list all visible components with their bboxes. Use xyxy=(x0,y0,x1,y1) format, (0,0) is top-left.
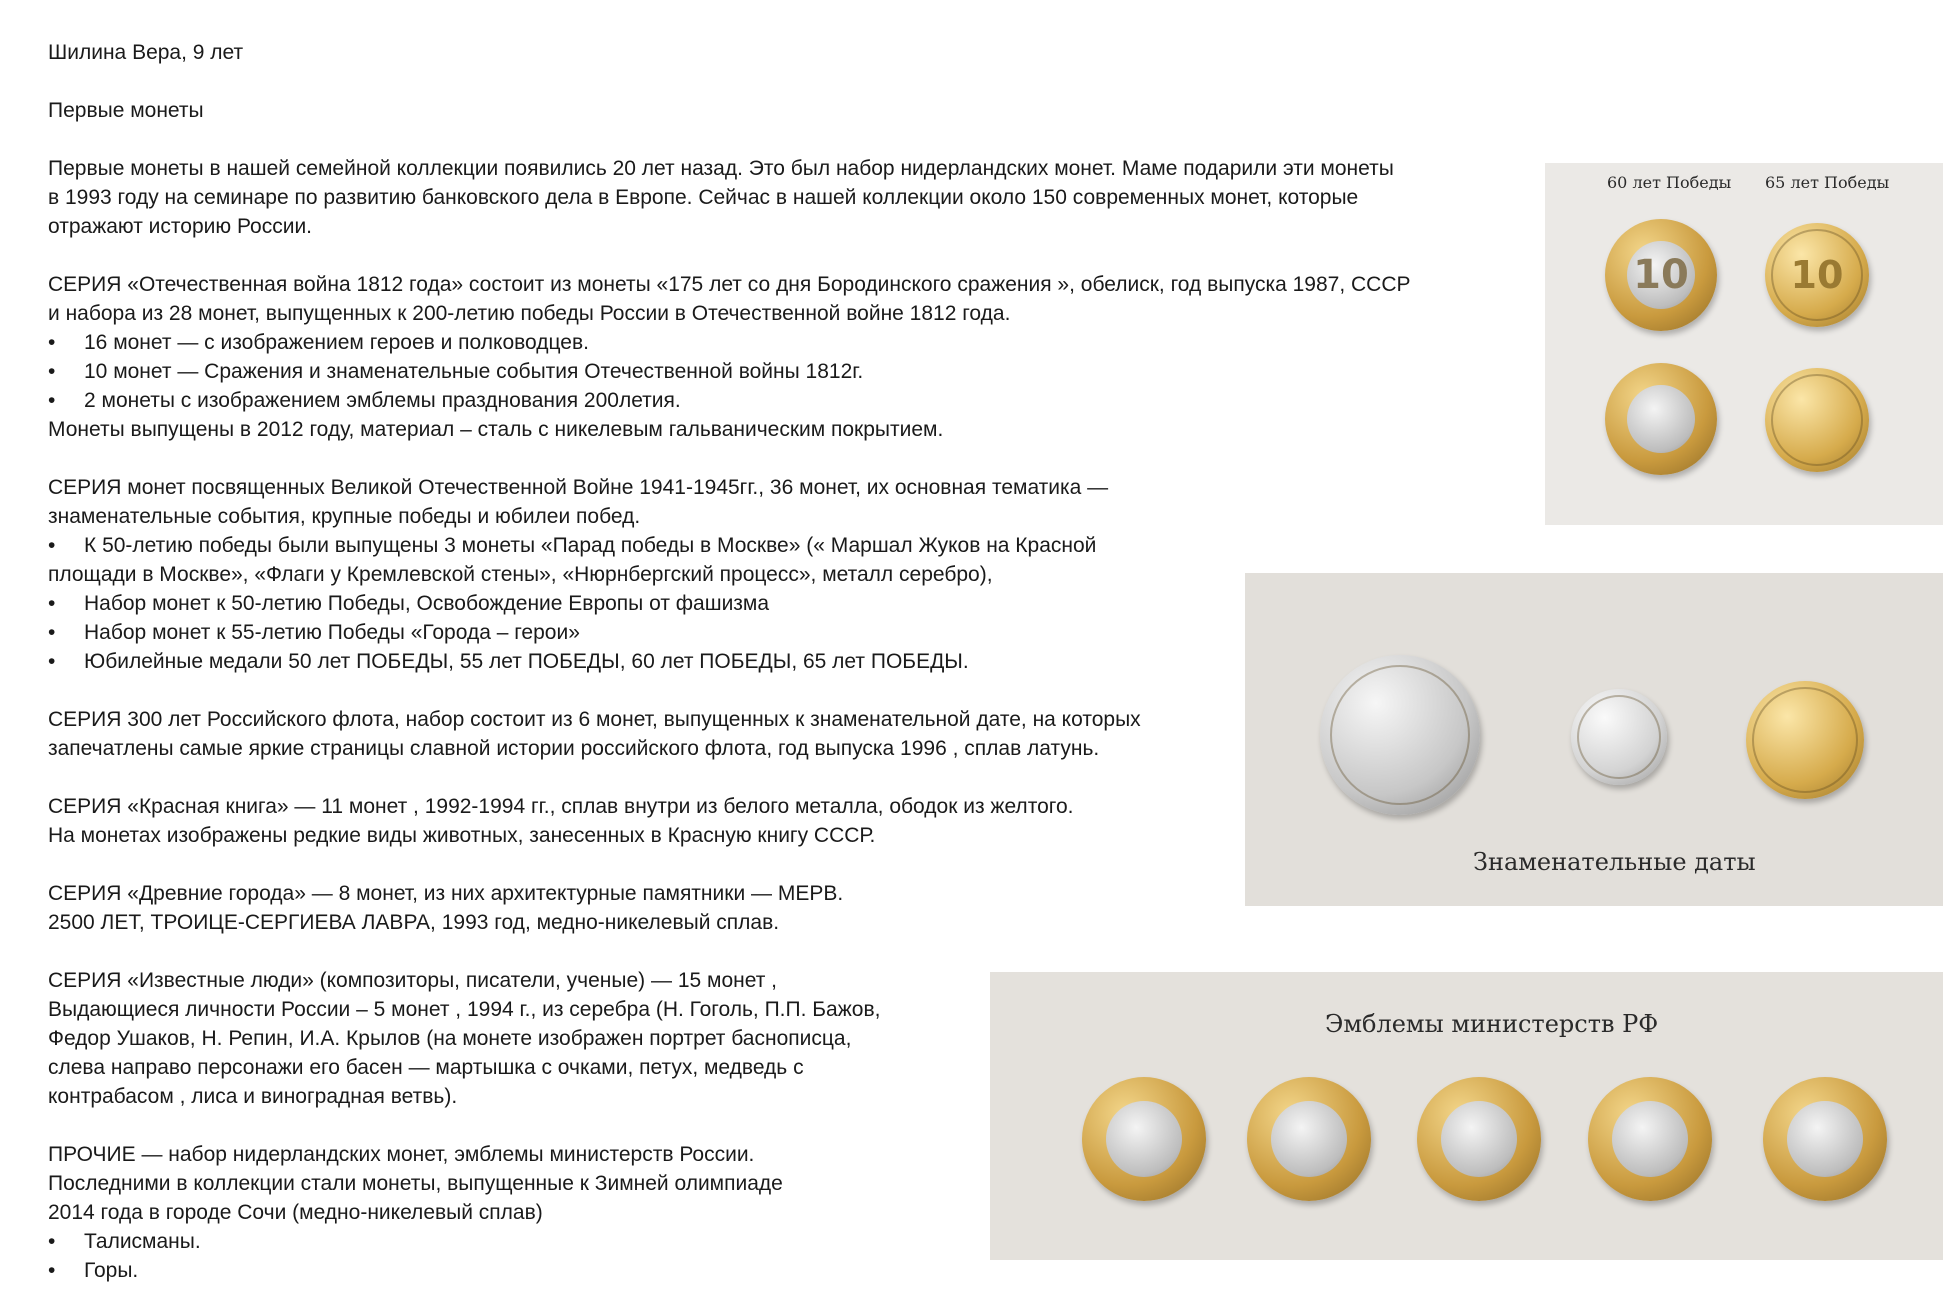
series-people-line: Выдающиеся личности России – 5 монет , 1994 г., из серебра (Н. Гоголь, П.П. Бажов, xyxy=(48,998,881,1021)
other-line: 2014 года в городе Сочи (медно-никелевый сплав) xyxy=(48,1201,543,1224)
series-ancient-line: 2500 ЛЕТ, ТРОИЦЕ-СЕРГИЕВА ЛАВРА, 1993 год, медно-никелевый сплав. xyxy=(48,911,780,934)
coin-1917-70-years xyxy=(1320,655,1480,815)
list-item-continuation: площади в Москве», «Флаги у Кремлевской стены», «Нюрнбергский процесс», металл серебро), xyxy=(48,563,993,586)
series-1812-footer: Монеты выпущены в 2012 году, материал – сталь с никелевым гальваническим покрытием. xyxy=(48,418,944,441)
series-1812-line: и набора из 28 монет, выпущенных к 200-летию победы России в Отечественной войне 1812 года. xyxy=(48,302,1011,325)
series-ww2-line: знаменательные события, крупные победы и юбилеи побед. xyxy=(48,505,641,528)
caption-memorable-dates: Знаменательные даты xyxy=(1473,848,1756,876)
series-1812-list xyxy=(48,328,1488,415)
series-ancient-line: СЕРИЯ «Древние города» — 8 монет, из них архитектурные памятники — МЕРВ. xyxy=(48,882,844,905)
series-1812-line: СЕРИЯ «Отечественная война 1812 года» состоит из монеты «175 лет со дня Бородинского сражения », обелиск, год выпуска 1987, СССР xyxy=(48,273,1411,296)
article-title: Первые монеты xyxy=(48,99,204,122)
series-fleet-line: СЕРИЯ 300 лет Российского флота, набор состоит из 6 монет, выпущенных к знаменательной дате, на которых xyxy=(48,708,1141,731)
coin-ministry-2 xyxy=(1247,1077,1371,1201)
series-ww2-list xyxy=(48,531,1488,560)
series-ww2-line: СЕРИЯ монет посвященных Великой Отечественной Войне 1941-1945гг., 36 монет, их основная тематика — xyxy=(48,476,1109,499)
list-item: • Юбилейные медали 50 лет ПОБЕДЫ, 55 лет ПОБЕДЫ, 60 лет ПОБЕДЫ, 65 лет ПОБЕДЫ. xyxy=(48,647,1488,676)
intro-line: отражают историю России. xyxy=(48,215,313,238)
coin-ministry-3 xyxy=(1417,1077,1541,1201)
ministries-emblems-photo xyxy=(990,972,1943,1260)
coin-10-rubles-2010: 10 xyxy=(1765,223,1869,327)
other-line: Последними в коллекции стали монеты, выпущенные к Зимней олимпиаде xyxy=(48,1172,783,1195)
series-people-line: СЕРИЯ «Известные люди» (композиторы, писатели, ученые) — 15 монет , xyxy=(48,969,778,992)
coin-ministry-1 xyxy=(1082,1077,1206,1201)
coin-victory-star-gold xyxy=(1765,368,1869,472)
list-item: • 16 монет — с изображением героев и полководцев. xyxy=(48,328,1488,357)
coin-cis xyxy=(1571,689,1667,785)
intro-line: Первые монеты в нашей семейной коллекции появились 20 лет назад. Это был набор нидерландских монет. Маме подарили эти монеты xyxy=(48,157,1394,180)
list-item: • Горы. xyxy=(48,1256,1488,1285)
series-people-line: контрабасом , лиса и виноградная ветвь). xyxy=(48,1085,458,1108)
list-item: • Набор монет к 55-летию Победы «Города – герои» xyxy=(48,618,1488,647)
caption-ministries: Эмблемы министерств РФ xyxy=(1325,1010,1659,1038)
list-item: • 2 монеты с изображением эмблемы празднования 200летия. xyxy=(48,386,1488,415)
series-redbook-line: СЕРИЯ «Красная книга» — 11 монет , 1992-1994 гг., сплав внутри из белого металла, ободок из желтого. xyxy=(48,795,1074,818)
coin-10-rubles-2005: 10 xyxy=(1605,219,1717,331)
author-line: Шилина Вера, 9 лет xyxy=(48,41,244,64)
coin-first-space-flight xyxy=(1746,681,1864,799)
series-people-line: слева направо персонажи его басен — мартышка с очками, петух, медведь с xyxy=(48,1056,804,1079)
coin-ministry-5 xyxy=(1763,1077,1887,1201)
other-line: ПРОЧИЕ — набор нидерландских монет, эмблемы министерств России. xyxy=(48,1143,755,1166)
list-item: • 10 монет — Сражения и знаменательные события Отечественной войны 1812г. xyxy=(48,357,1488,386)
series-redbook-line: На монетах изображены редкие виды животных, занесенных в Красную книгу СССР. xyxy=(48,824,876,847)
coin-victory-emblem-bimetal xyxy=(1605,363,1717,475)
list-item: • Набор монет к 50-летию Победы, Освобождение Европы от фашизма xyxy=(48,589,1488,618)
list-item: • К 50-летию победы были выпущены 3 монеты «Парад победы в Москве» (« Маршал Жуков на Красной xyxy=(48,531,1488,560)
memorable-dates-photo xyxy=(1245,573,1943,906)
label-60-years: 60 лет Победы xyxy=(1607,173,1732,192)
label-65-years: 65 лет Победы xyxy=(1765,173,1890,192)
victory-coins-photo xyxy=(1545,163,1943,525)
coin-ministry-4 xyxy=(1588,1077,1712,1201)
series-people-line: Федор Ушаков, Н. Репин, И.А. Крылов (на монете изображен портрет баснописца, xyxy=(48,1027,852,1050)
series-fleet-line: запечатлены самые яркие страницы славной истории российского флота, год выпуска 1996 , сплав латунь. xyxy=(48,737,1100,760)
intro-line: в 1993 году на семинаре по развитию банковского дела в Европе. Сейчас в нашей коллекции около 150 современных монет, которые xyxy=(48,186,1359,209)
list-item: • Талисманы. xyxy=(48,1227,1488,1256)
